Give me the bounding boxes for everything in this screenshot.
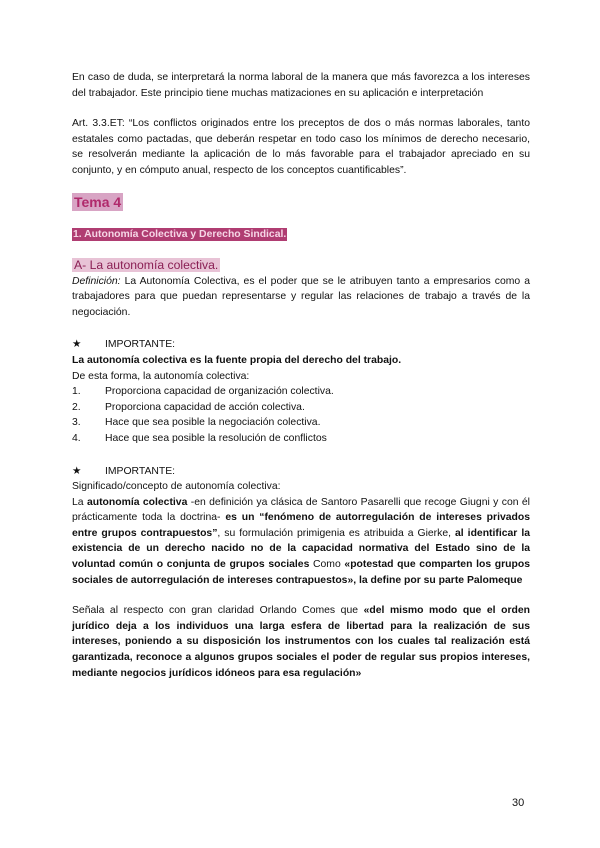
definition-paragraph: [72, 274, 530, 321]
page-number: 30: [512, 797, 525, 809]
concept-paragraph: La autonomía colectiva -en definición ya clásica de Santoro Pasarelli que recoge Giugni y con él prácticamente toda la doctrina- es un “fenómeno de autorregulación de intereses privados entre grupos contrapuestos”, su formulación primigenia es atribuida a Gierke, al identificar la existencia de un derecho nacido no de la capacidad normativa del Estado sino de la voluntad común o conjunta de grupos sociales Como «potestad que comparten los grupos sociales de autorregulación de intereses contrapuestos», la define por su parte Palomeque: [72, 496, 530, 586]
important-label: IMPORTANTE:: [105, 465, 176, 477]
important-note-2: [72, 464, 530, 480]
article-quote-paragraph: Art. 3.3.ET: “Los conflictos originados entre los preceptos de dos o más normas laborales, tanto estatales como pactadas, que deberán respetar en todo caso los mínimos de derecho necesario, se resolverán mediante la aplicación de lo más favorable para el trabajador apreciado en su conjunto, y en cómputo anual, respecto de los conceptos cuantificables”.: [72, 118, 530, 176]
document-page: [72, 70, 530, 681]
important-label: IMPORTANTE:: [105, 339, 176, 351]
list-item: 3. Hace que sea posible la negociación colectiva.: [72, 417, 321, 429]
list-item: 2. Proporciona capacidad de acción colectiva.: [72, 401, 305, 413]
bold-statement: La autonomía colectiva es la fuente propia del derecho del trabajo.: [72, 354, 402, 366]
star-icon: ★: [72, 339, 82, 351]
tema-heading: Tema 4: [74, 193, 122, 210]
definition-text: La Autonomía Colectiva, es el poder que se le atribuyen tanto a empresarios como a trabajadores para que puedan representarse y regular las relaciones de trabajo a través de la negociación.: [72, 275, 530, 318]
list-item: 4. Hace que sea posible la resolución de conflictos: [72, 432, 327, 444]
favorable-interpretation-paragraph: En caso de duda, se interpretará la norma laboral de la manera que más favorezca a los intereses del trabajador. Este principio tiene muchas matizaciones en su aplicación e interpretación: [72, 72, 530, 99]
capabilities-list: [72, 384, 530, 446]
definition-label: Definición:: [72, 275, 121, 287]
star-icon: ★: [72, 465, 82, 477]
important-note-1: [72, 337, 530, 353]
list-item: 1. Proporciona capacidad de organización colectiva.: [72, 386, 334, 398]
section-heading: 1. Autonomía Colectiva y Derecho Sindical.: [73, 228, 287, 240]
concept-intro: Significado/concepto de autonomía colectiva:: [72, 481, 281, 493]
comes-paragraph: Señala al respecto con gran claridad Orlando Comes que «del mismo modo que el orden jurídico deja a los individuos una larga esfera de libertad para la realización de sus intereses, poniendo a su disposición los instrumentos con los cuales tal realización está garantizada, reconoce a algunos grupos sociales el poder de regular sus propios intereses, mediante negocios jurídicos idóneos para esa regulación»: [72, 605, 530, 679]
subsection-heading: A- La autonomía colectiva.: [74, 257, 219, 272]
list-intro: De esta forma, la autonomía colectiva:: [72, 370, 250, 382]
